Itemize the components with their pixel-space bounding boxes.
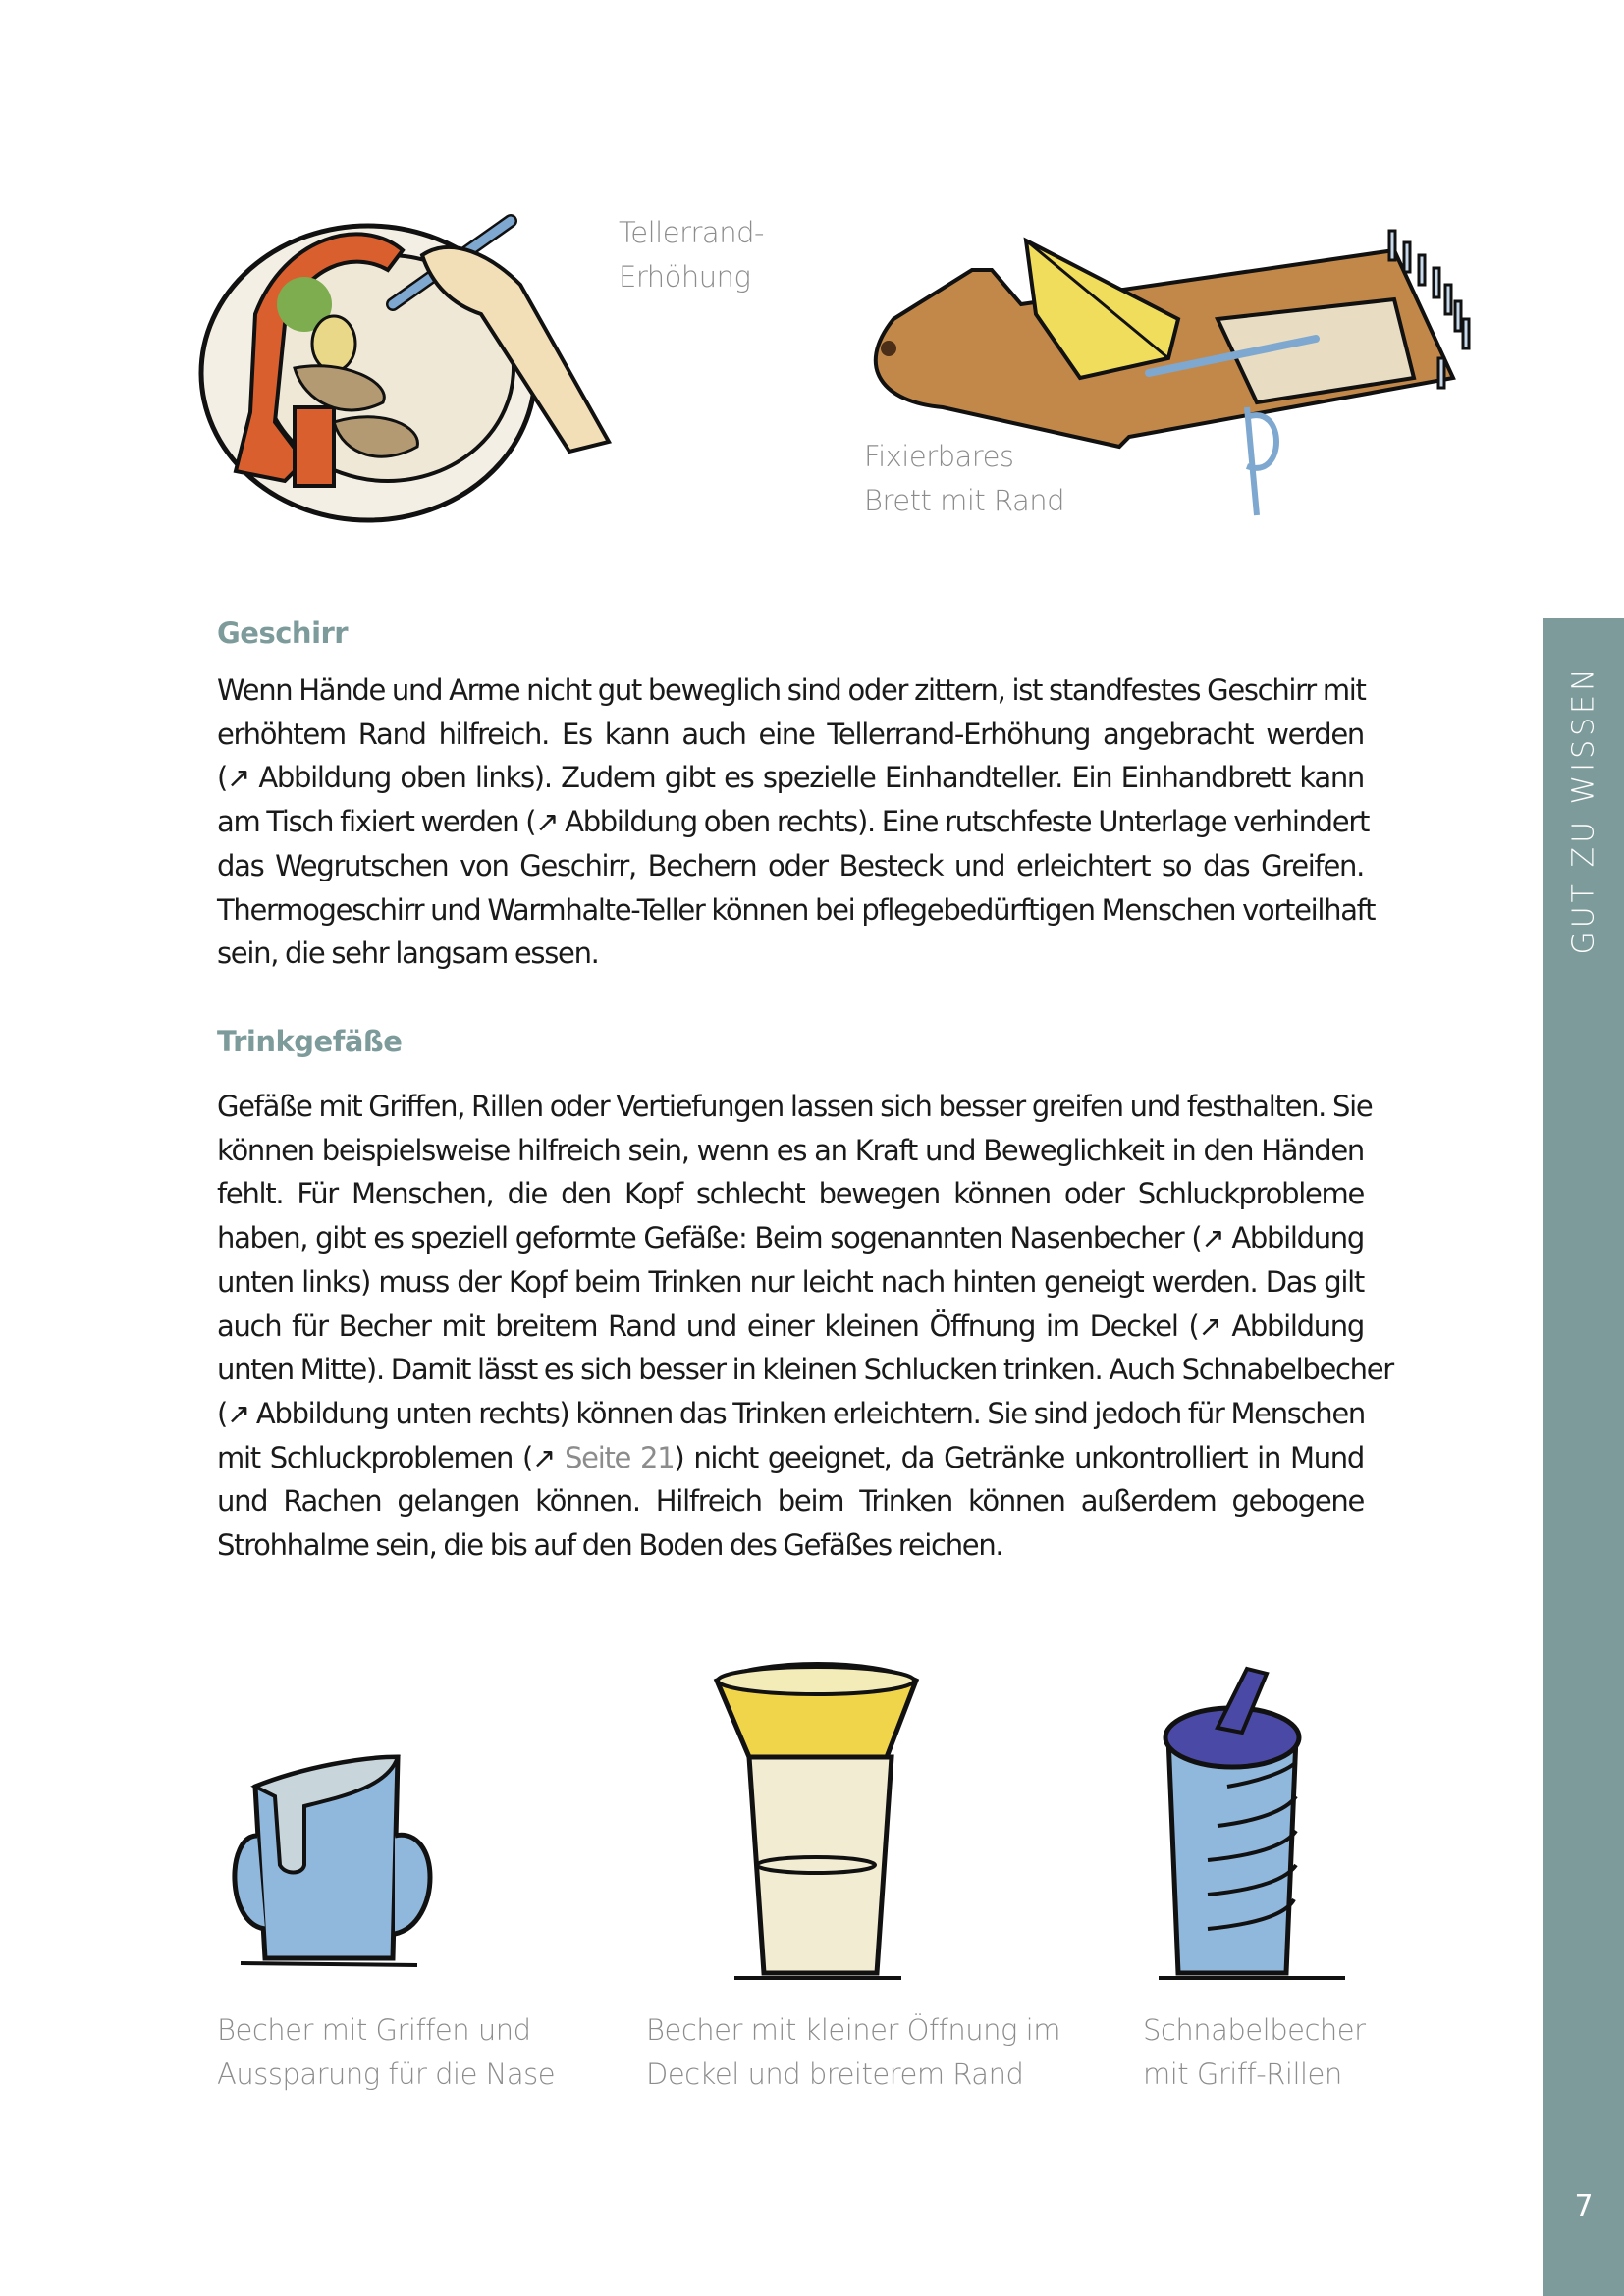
text-line: Gefäße mit Griffen, Rillen oder Vertiefungen lassen sich besser greifen und festhalten. Sie [217,1090,1373,1123]
caption-line: Becher mit Griffen und [217,2013,531,2047]
caption-fixable-board [864,435,1064,523]
paragraph-geschirr [217,668,1376,976]
text-line: haben, gibt es speziell geformte Gefäße: Beim sogenannten Nasenbecher (↗ Abbildung [217,1221,1364,1255]
text-line: können beispielsweise hilfreich sein, wenn es an Kraft und Beweglichkeit in den Händen [217,1133,1364,1167]
caption-line: Schnabelbecher [1143,2013,1366,2047]
page-reference-link[interactable]: Seite 21 [565,1440,675,1474]
caption-line: Deckel und breiterem Rand [646,2057,1024,2091]
text-line-with-link [217,1436,1364,1480]
text-line: unten links) muss der Kopf beim Trinken nur leicht nach hinten geneigt werden. Das gilt [217,1264,1364,1299]
text-line: Strohhalme sein, die bis auf den Boden des Gefäßes reichen. [217,1528,1003,1563]
sidebar-section-label: GUT ZU WISSEN [1566,665,1601,955]
section-sidebar-tab [1543,618,1624,2296]
text-line: Wenn Hände und Arme nicht gut beweglich sind oder zittern, ist standfestes Geschirr mit [217,673,1366,707]
text-line: fehlt. Für Menschen, die den Kopf schlecht bewegen können oder Schluckprobleme [217,1177,1364,1211]
caption-line: Tellerrand- [619,216,764,249]
caption-line: Erhöhung [619,260,751,294]
text-line: (↗ Abbildung unten rechts) können das Trinken erleichtern. Sie sind jedoch für Menschen [217,1396,1365,1430]
caption-line: Brett mit Rand [864,484,1065,517]
text-line: erhöhtem Rand hilfreich. Es kann auch eine Tellerrand-Erhöhung angebracht werden [217,717,1364,751]
page-number: 7 [1574,2189,1594,2223]
heading-trinkgefaesse: Trinkgefäße [217,1025,403,1058]
text-line: und Rachen gelangen können. Hilfreich beim Trinken können außerdem gebogene [217,1484,1364,1519]
text-line: Thermogeschirr und Warmhalte-Teller können bei pflegebedürftigen Menschen vorteilhaft [217,892,1376,927]
caption-line: Becher mit kleiner Öffnung im [646,2013,1060,2047]
text-line: sein, die sehr langsam essen. [217,936,599,971]
caption-line: mit Griff-Rillen [1143,2057,1342,2091]
sidebar-label-container [1543,618,1624,955]
text-line: das Wegrutschen von Geschirr, Bechern oder Besteck und erleichtert so das Greifen. [217,848,1364,882]
nose-cup-illustration [226,1747,511,1983]
caption-plate-rim-raiser [619,211,764,299]
text-fragment: mit Schluckproblemen (↗ [217,1440,566,1474]
caption-spout-cup [1143,2008,1366,2097]
caption-line: Fixierbares [864,440,1014,473]
caption-wide-rim-cup [646,2008,1060,2097]
text-line: (↗ Abbildung oben links). Zudem gibt es spezielle Einhandteller. Ein Einhandbrett kann [217,761,1364,795]
text-line: auch für Becher mit breitem Rand und einer kleinen Öffnung im Deckel (↗ Abbildung [217,1308,1364,1343]
text-fragment: ) nicht geeignet, da Getränke unkontrolliert in Mund [674,1440,1364,1474]
paragraph-trinkgefaesse [217,1085,1393,1568]
text-line: am Tisch fixiert werden (↗ Abbildung oben rechts). Eine rutschfeste Unterlage verhindert [217,805,1370,839]
caption-nose-cup [217,2008,555,2097]
text-line: unten Mitte). Damit lässt es sich besser in kleinen Schlucken trinken. Auch Schnabelbecher [217,1353,1393,1387]
caption-line: Aussparung für die Nase [217,2057,556,2091]
wide-rim-cup-illustration [705,1659,921,1988]
spout-cup-illustration [1159,1659,1375,1988]
heading-geschirr: Geschirr [217,616,349,650]
